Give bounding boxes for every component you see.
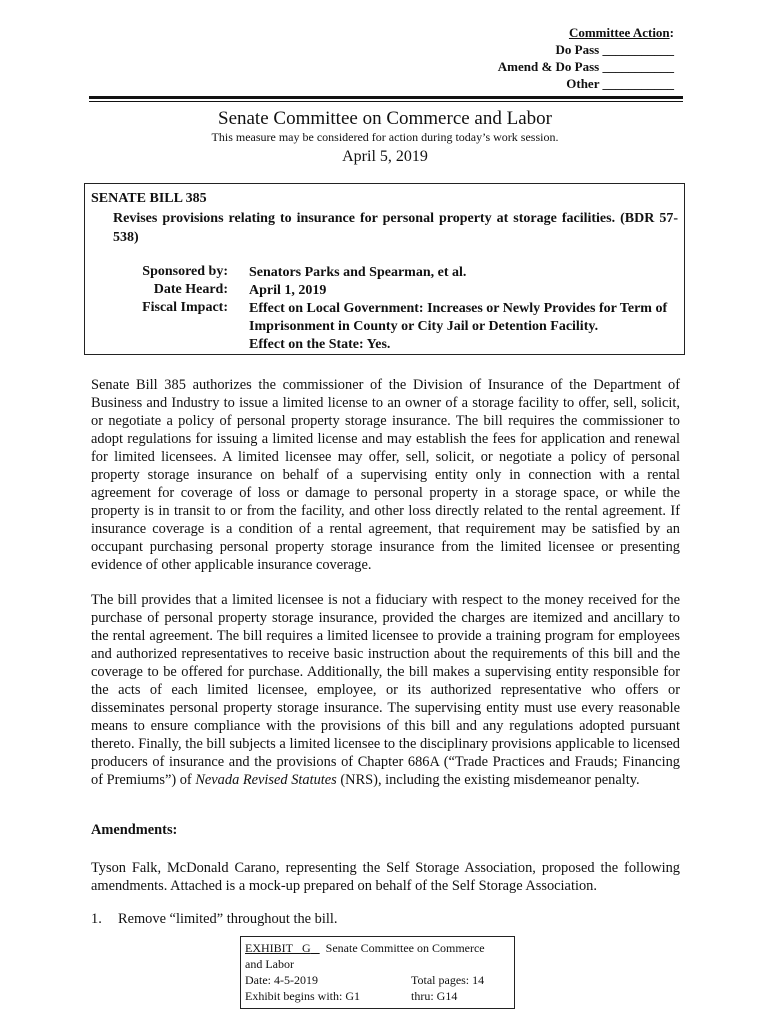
exhibit-row-4 (245, 988, 510, 1004)
exhibit-committee-line2: and Labor (245, 957, 294, 971)
list-item-text: Remove “limited” throughout the bill. (118, 911, 338, 927)
amendment-list-item (91, 911, 337, 928)
do-pass-blank: ___________ (602, 42, 674, 57)
nrs-title: Nevada Revised Statutes (195, 772, 337, 788)
header-rule-thick (89, 96, 683, 99)
work-session-note: This measure may be considered for action during today’s work session. (211, 130, 559, 144)
amendments-heading: Amendments: (91, 822, 178, 838)
fiscal-impact-state: Effect on the State: Yes. (249, 337, 391, 352)
paragraph-2-text-a: The bill provides that a limited licensee is not a fiduciary with respect to the money received for the purchase of personal property storage insurance, provided the charges are itemized and ancillary to the rental agreement. The bill requires a limited licensee to provide a training program for employees and authorized representatives to receive basic instruction about the requirements of this bill and the coverage to be offered for purchase. Additionally, the bill makes a supervising entity responsible for the acts of each limited licensee, employee, or its authorized representative who offers or disseminates personal property storage insurance. The supervising entity must use every reasonable means to ensure compliance with the provisions of this bill and any regulations adopted pursuant thereto. Finally, the bill subjects a limited licensee to the disciplinary provisions applicable to licensed producers of insurance and the provisions of Chapter 686A (“Trade Practices and Frauds; Financing of Premiums”) of (91, 592, 680, 788)
committee-title: Senate Committee on Commerce and Labor (218, 108, 552, 129)
exhibit-begins: Exhibit begins with: G1 (245, 989, 360, 1003)
exhibit-thru: thru: G14 (411, 989, 458, 1003)
paragraph-2-text-b: (NRS), including the existing misdemeanor penalty. (336, 772, 640, 788)
exhibit-label (245, 941, 320, 955)
exhibit-row-1 (245, 940, 510, 956)
committee-action-title-text: Committee Action (568, 25, 670, 40)
exhibit-total-pages: Total pages: 14 (411, 973, 485, 987)
fiscal-impact-local: Effect on Local Government: Increases or Newly Provides for Term of Imprisonment in County or City Jail or Detention Facility. (249, 301, 668, 334)
header-rule-thin (89, 101, 683, 102)
session-date: April 5, 2019 (342, 148, 428, 165)
bill-number: SENATE BILL 385 (91, 191, 207, 206)
summary-paragraph-1: Senate Bill 385 authorizes the commissioner of the Division of Insurance of the Department of Business and Industry to issue a limited license to an owner of a storage facility to offer, sell, solicit, or negotiate a policy of personal property storage insurance. The bill requires the commissioner to adopt regulations for issuing a limited license and may establish the fees for application and renewal for limited licensees. A limited licensee may offer, sell, solicit, or negotiate a policy of personal property storage insurance on behalf of a supervising entity only in connection with a rental agreement for coverage of loss or damage to personal property in a storage space, or while the property is in transit to or from the facility, and other loss directly related to the rental agreement. If insurance coverage is a condition of a rental agreement, that requirement may be satisfied by an occupant purchasing personal property storage insurance from the limited licensee or presenting evidence of other applicable insurance coverage. (91, 377, 680, 573)
bill-summary-box (84, 183, 685, 355)
exhibit-label-text: EXHIBIT (245, 941, 293, 955)
exhibit-row-2 (245, 956, 510, 972)
exhibit-committee-line1: Senate Committee on Commerce (325, 941, 485, 955)
do-pass-label: Do Pass (555, 42, 600, 57)
other-label: Other (566, 76, 600, 91)
list-item-number: 1. (91, 911, 102, 927)
sponsored-by-label: Sponsored by: (142, 264, 228, 279)
sponsored-by-value: Senators Parks and Spearman, et al. (249, 265, 467, 280)
committee-action-title: Committee Action: (568, 25, 674, 40)
exhibit-letter: G (302, 941, 311, 955)
amend-do-pass-line (498, 58, 674, 75)
committee-action-block (498, 24, 674, 92)
other-blank: ___________ (602, 76, 674, 91)
fiscal-impact-label: Fiscal Impact: (142, 300, 228, 315)
amend-do-pass-label: Amend & Do Pass (497, 59, 600, 74)
bill-description: Revises provisions relating to insurance for personal property at storage facilities. (BDR 57-538) (113, 211, 678, 245)
other-line (498, 75, 674, 92)
do-pass-line (498, 41, 674, 58)
date-heard-label: Date Heard: (153, 282, 228, 297)
exhibit-stamp (240, 936, 515, 1009)
exhibit-row-3 (245, 972, 510, 988)
amendments-intro: Tyson Falk, McDonald Carano, representing the Self Storage Association, proposed the following amendments. Attached is a mock-up prepared on behalf of the Self Storage Association. (91, 860, 680, 894)
amend-do-pass-blank: ___________ (602, 59, 674, 74)
summary-paragraph-2 (91, 591, 680, 789)
exhibit-date: Date: 4-5-2019 (245, 973, 318, 987)
date-heard-value: April 1, 2019 (249, 283, 327, 298)
